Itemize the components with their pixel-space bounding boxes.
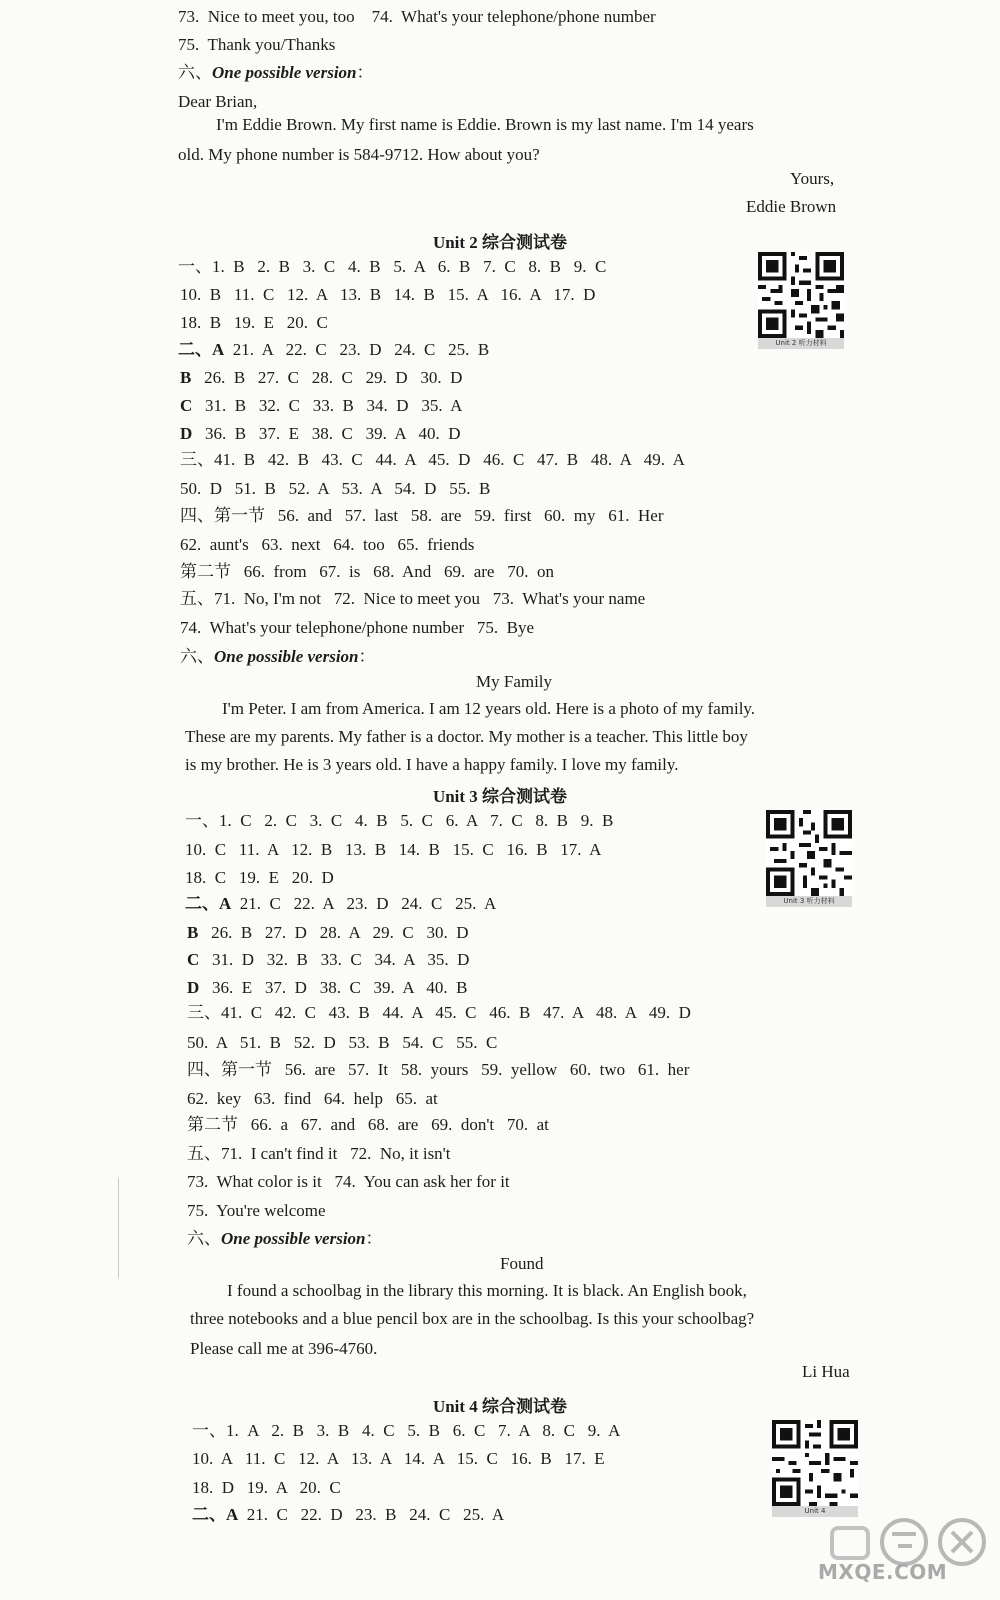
qr-code[interactable] bbox=[766, 810, 852, 907]
answers: 31. B 32. C 33. B 34. D 35. A bbox=[192, 396, 463, 415]
answer-line: 四、第一节 56. and 57. last 58. are 59. first 60. my 61. Her bbox=[180, 506, 664, 525]
colon: ： bbox=[356, 63, 374, 82]
answer-line: 第二节 66. from 67. is 68. And 69. are 70. on bbox=[180, 562, 554, 581]
answer-line: 一、1. A 2. B 3. B 4. C 5. B 6. C 7. A 8. C 9. A bbox=[192, 1421, 621, 1440]
answer-line bbox=[180, 423, 461, 445]
answer-line: 73. Nice to meet you, too 74. What's your telephone/phone number bbox=[178, 7, 656, 26]
part-label: C bbox=[187, 950, 200, 969]
qr-code[interactable] bbox=[758, 252, 844, 349]
qr-caption: Unit 2 听力材料 bbox=[758, 338, 844, 349]
essay-signature: Li Hua bbox=[802, 1362, 850, 1381]
part-label: 二、A bbox=[192, 1505, 239, 1524]
answers: 36. B 37. E 38. C 39. A 40. D bbox=[192, 424, 461, 443]
answer-line: 10. B 11. C 12. A 13. B 14. B 15. A 16. A 17. D bbox=[180, 285, 596, 304]
answer-line: 62. key 63. find 64. help 65. at bbox=[187, 1089, 438, 1108]
answer-line bbox=[187, 977, 468, 999]
essay-line: I found a schoolbag in the library this morning. It is black. An English book, bbox=[227, 1281, 747, 1300]
qr-code-icon bbox=[758, 252, 844, 338]
answer-line: 第二节 66. a 67. and 68. are 69. don't 70. at bbox=[187, 1115, 549, 1134]
answer-line: 一、1. B 2. B 3. C 4. B 5. A 6. B 7. C 8. B 9. C bbox=[178, 257, 607, 276]
letter-closing: Yours, bbox=[790, 169, 835, 188]
version-label: One possible version bbox=[221, 1229, 366, 1248]
qr-code[interactable] bbox=[772, 1420, 858, 1517]
section-number: 六、 bbox=[178, 63, 212, 82]
qr-code-icon bbox=[766, 810, 852, 896]
answers: 36. E 37. D 38. C 39. A 40. B bbox=[199, 978, 468, 997]
answer-line: 五、71. I can't find it 72. No, it isn't bbox=[187, 1144, 451, 1163]
answer-line bbox=[187, 949, 469, 971]
unit-4-title: Unit 4 综合测试卷 bbox=[432, 1397, 568, 1416]
answer-line: 五、71. No, I'm not 72. Nice to meet you 73. What's your name bbox=[180, 589, 646, 608]
answer-line: 18. C 19. E 20. D bbox=[185, 868, 334, 887]
answer-line: 50. D 51. B 52. A 53. A 54. D 55. B bbox=[180, 479, 491, 498]
version-heading bbox=[178, 62, 374, 84]
essay-line: These are my parents. My father is a doctor. My mother is a teacher. This little boy bbox=[185, 727, 748, 746]
answer-line: 三、41. B 42. B 43. C 44. A 45. D 46. C 47. B 48. A 49. A bbox=[180, 450, 685, 469]
letter-signature: Eddie Brown bbox=[746, 197, 837, 216]
essay-title: Found bbox=[500, 1254, 544, 1273]
part-label: C bbox=[180, 396, 193, 415]
essay-title: My Family bbox=[476, 672, 553, 691]
part-label: D bbox=[187, 978, 200, 997]
part-label: D bbox=[180, 424, 193, 443]
answer-line: 18. D 19. A 20. C bbox=[192, 1478, 341, 1497]
part-label: 二、A bbox=[178, 340, 225, 359]
answers: 26. B 27. C 28. C 29. D 30. D bbox=[191, 368, 463, 387]
answers: 31. D 32. B 33. C 34. A 35. D bbox=[199, 950, 470, 969]
answers: 21. C 22. A 23. D 24. C 25. A bbox=[231, 894, 497, 913]
section-number: 六、 bbox=[187, 1229, 221, 1248]
answer-line: 10. A 11. C 12. A 13. A 14. A 15. C 16. B 17. E bbox=[192, 1449, 605, 1468]
answer-line: 50. A 51. B 52. D 53. B 54. C 55. C bbox=[187, 1033, 498, 1052]
watermark-url: MXQE.COM bbox=[818, 1560, 948, 1584]
essay-line: is my brother. He is 3 years old. I have a happy family. I love my family. bbox=[185, 755, 679, 774]
answer-line: 18. B 19. E 20. C bbox=[180, 313, 328, 332]
colon: ： bbox=[365, 1229, 383, 1248]
margin-line bbox=[118, 1178, 119, 1278]
part-label: B bbox=[187, 923, 199, 942]
essay-line: three notebooks and a blue pencil box are in the schoolbag. Is this your schoolbag? bbox=[190, 1309, 755, 1328]
answer-line: 73. What color is it 74. You can ask her for it bbox=[187, 1172, 510, 1191]
version-heading bbox=[187, 1228, 383, 1250]
section-number: 六、 bbox=[180, 647, 214, 666]
unit-3-title: Unit 3 综合测试卷 bbox=[432, 787, 568, 806]
essay-line: I'm Eddie Brown. My first name is Eddie. Brown is my last name. I'm 14 years bbox=[216, 115, 754, 134]
colon: ： bbox=[358, 647, 376, 666]
part-label: B bbox=[180, 368, 192, 387]
answers: 26. B 27. D 28. A 29. C 30. D bbox=[198, 923, 469, 942]
essay-line: I'm Peter. I am from America. I am 12 years old. Here is a photo of my family. bbox=[222, 699, 756, 718]
answer-line bbox=[178, 339, 489, 361]
qr-caption: Unit 3 听力材料 bbox=[766, 896, 852, 907]
answer-line: 74. What's your telephone/phone number 75. Bye bbox=[180, 618, 535, 637]
version-heading bbox=[180, 646, 376, 668]
answer-line: 四、第一节 56. are 57. It 58. yours 59. yellow 60. two 61. her bbox=[187, 1060, 690, 1079]
answer-line: 一、1. C 2. C 3. C 4. B 5. C 6. A 7. C 8. B 9. B bbox=[185, 811, 614, 830]
qr-code-icon bbox=[772, 1420, 858, 1506]
version-label: One possible version bbox=[212, 63, 357, 82]
letter-greeting: Dear Brian, bbox=[178, 92, 258, 111]
answer-line bbox=[185, 893, 496, 915]
qr-caption: Unit 4 bbox=[772, 1506, 858, 1517]
answer-line: 75. Thank you/Thanks bbox=[178, 35, 336, 54]
answer-line: 62. aunt's 63. next 64. too 65. friends bbox=[180, 535, 475, 554]
answers: 21. A 22. C 23. D 24. C 25. B bbox=[224, 340, 490, 359]
answer-line bbox=[180, 367, 462, 389]
answer-line bbox=[180, 395, 462, 417]
answer-line bbox=[192, 1504, 504, 1526]
version-label: One possible version bbox=[214, 647, 359, 666]
answer-line: 三、41. C 42. C 43. B 44. A 45. C 46. B 47. A 48. A 49. D bbox=[187, 1003, 691, 1022]
essay-line: old. My phone number is 584-9712. How about you? bbox=[178, 145, 540, 164]
answer-line: 10. C 11. A 12. B 13. B 14. B 15. C 16. B 17. A bbox=[185, 840, 602, 859]
essay-line: Please call me at 396-4760. bbox=[190, 1339, 378, 1358]
answer-line bbox=[187, 922, 468, 944]
answers: 21. C 22. D 23. B 24. C 25. A bbox=[238, 1505, 505, 1524]
unit-2-title: Unit 2 综合测试卷 bbox=[432, 233, 568, 252]
part-label: 二、A bbox=[185, 894, 232, 913]
answer-line: 75. You're welcome bbox=[187, 1201, 326, 1220]
